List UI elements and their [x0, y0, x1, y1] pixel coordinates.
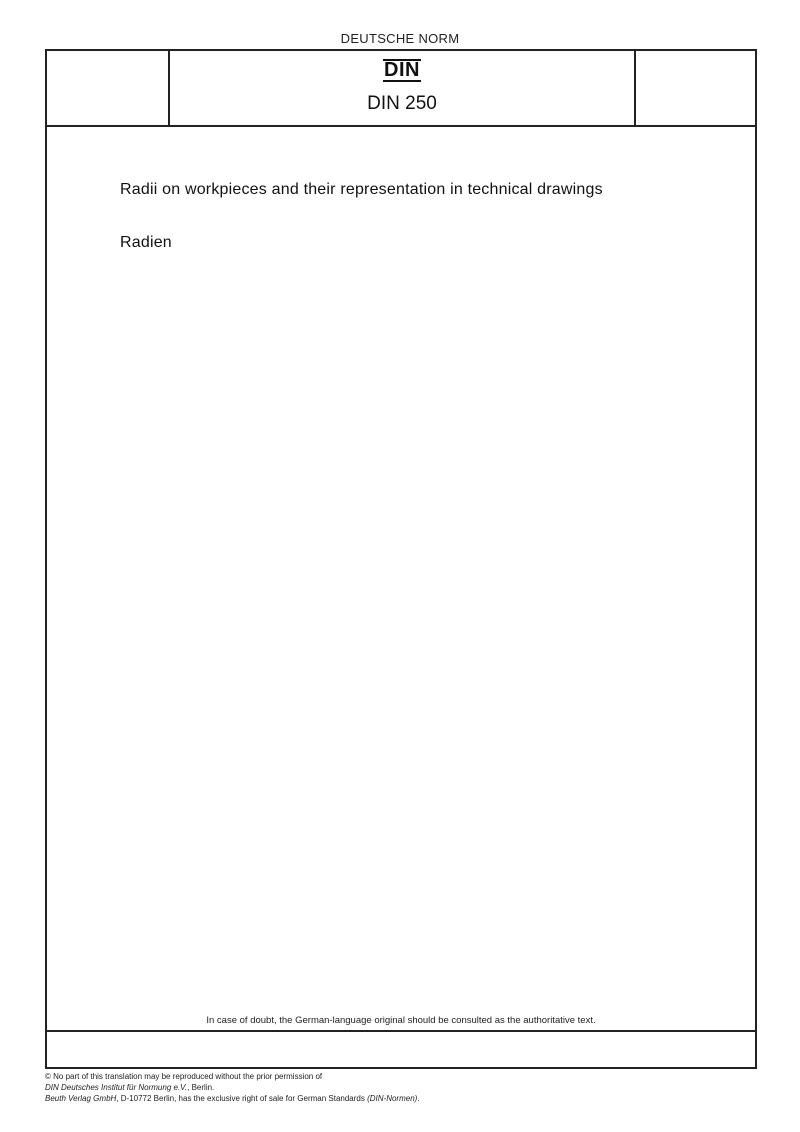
header-block [47, 51, 755, 127]
copyright-line-1: © No part of this translation may be reproduced without the prior permission of [45, 1072, 323, 1081]
din-logo [170, 59, 634, 82]
document-number: DIN 250 [367, 93, 437, 114]
header-right-cell [634, 51, 757, 125]
authoritative-notice: In case of doubt, the German-language original should be consulted as the authoritative text. [206, 1015, 596, 1026]
footer-divider [47, 1030, 755, 1032]
copyright-block [45, 1071, 420, 1104]
header-center-cell [170, 51, 634, 125]
header-left-cell [47, 51, 170, 125]
copyright-line-3 [45, 1093, 420, 1104]
publisher-name: Beuth Verlag GmbH [45, 1094, 117, 1103]
title-english: Radii on workpieces and their representation in technical drawings [120, 181, 603, 198]
copyright-line-2-rest: , Berlin. [187, 1083, 215, 1092]
document-frame [45, 49, 757, 1069]
din-institute-name: DIN Deutsches Institut für Normung e.V. [45, 1083, 188, 1092]
top-label: DEUTSCHE NORM [340, 31, 460, 46]
title-german: Radien [120, 234, 172, 251]
copyright-line-2 [45, 1082, 420, 1093]
din-logo-text: DIN [384, 59, 420, 81]
copyright-line-3-rest: , D-10772 Berlin, has the exclusive right of sale for German Standards [116, 1094, 368, 1103]
din-normen-label: (DIN-Normen) [367, 1094, 418, 1103]
copyright-line-3-end: . [417, 1094, 420, 1103]
